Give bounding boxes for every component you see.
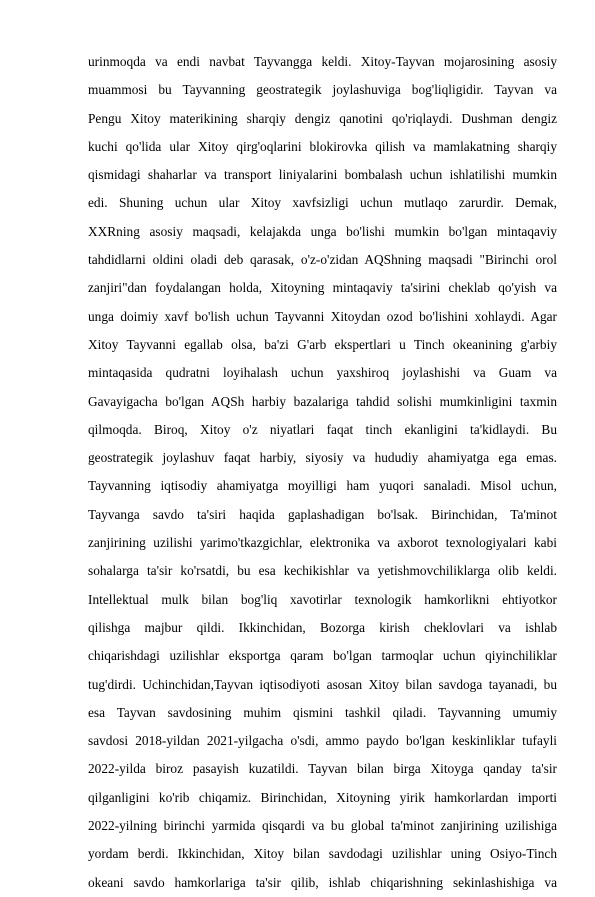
text-line: geostrategik joylashuv faqat harbiy, siyosiy va hududiy ahamiyatga ega emas.: [88, 450, 557, 466]
text-line: Tayvanga savdo ta'siri haqida gaplashadigan bo'lsak. Birinchidan, Ta'minot: [88, 506, 557, 522]
text-line: unga doimiy xavf bo'lish uchun Tayvanni Xitoydan ozod bo'lishini xohlaydi. Agar: [88, 308, 557, 324]
text-line: 2022-yilning birinchi yarmida qisqardi va bu global ta'minot zanjirining uzilishiga: [88, 818, 557, 834]
text-line: Tayvanning iqtisodiy ahamiyatga moyilligi ham yuqori sanaladi. Misol uchun,: [88, 478, 557, 494]
body-text: [88, 48, 557, 897]
text-line: edi. Shuning uchun ular Xitoy xavfsizligi uchun mutlaqo zarurdir. Demak,: [88, 195, 557, 211]
text-line: qismidagi shaharlar va transport liniyalarini bombalash uchun ishlatilishi mumkin: [88, 167, 557, 183]
text-line: urinmoqda va endi navbat Tayvangga keldi. Xitoy-Tayvan mojarosining asosiy: [88, 54, 557, 69]
text-line: okeani savdo hamkorlariga ta'sir qilib, ishlab chiqarishning sekinlashishiga va: [88, 874, 557, 890]
text-line: XXRning asosiy maqsadi, kelajakda unga bo'lishi mumkin bo'lgan mintaqaviy: [88, 223, 557, 239]
text-line: 2022-yilda biroz pasayish kuzatildi. Tayvan bilan birga Xitoyga qanday ta'sir: [88, 761, 557, 777]
text-line: tahdidlarni oldini oladi deb qarasak, o'z-o'zidan AQShning maqsadi "Birinchi orol: [88, 252, 557, 268]
text-line: savdosi 2018-yildan 2021-yilgacha o'sdi, ammo paydo bo'lgan keskinliklar tufayli: [88, 733, 557, 749]
text-line: Xitoy Tayvanni egallab olsa, ba'zi G'arb ekspertlari u Tinch okeanining g'arbiy: [88, 336, 557, 352]
text-line: Pengu Xitoy materikining sharqiy dengiz qanotini qo'riqlaydi. Dushman dengiz: [88, 110, 557, 126]
text-line: Gavayigacha bo'lgan AQSh harbiy bazalariga tahdid solishi mumkinligini taxmin: [88, 393, 557, 409]
text-line: Intellektual mulk bilan bog'liq xavotirlar texnologik hamkorlikni ehtiyotkor: [88, 591, 557, 607]
text-line: mintaqasida qudratni loyihalash uchun yaxshiroq joylashishi va Guam va: [88, 365, 557, 381]
text-line: yordam berdi. Ikkinchidan, Xitoy bilan savdodagi uzilishlar uning Osiyo-Tinch: [88, 846, 557, 862]
text-line: qilganligini ko'rib chiqamiz. Birinchidan, Xitoyning yirik hamkorlardan importi: [88, 789, 557, 805]
text-line: qilishga majbur qildi. Ikkinchidan, Bozorga kirish cheklovlari va ishlab: [88, 619, 557, 635]
text-line: kuchi qo'lida ular Xitoy qirg'oqlarini blokirovka qilish va mamlakatning sharqiy: [88, 138, 557, 154]
text-line: qilmoqda. Biroq, Xitoy o'z niyatlari faqat tinch ekanligini ta'kidlaydi. Bu: [88, 421, 557, 437]
text-line: sohalarga ta'sir ko'rsatdi, bu esa kechikishlar va yetishmovchiliklarga olib keldi.: [88, 563, 557, 579]
text-line: muammosi bu Tayvanning geostrategik joylashuviga bog'liqligidir. Tayvan va: [88, 82, 557, 98]
text-line: esa Tayvan savdosining muhim qismini tashkil qiladi. Tayvanning umumiy: [88, 704, 557, 720]
text-line: zanjirining uzilishi yarimo'tkazgichlar, elektronika va axborot texnologiyalari kabi: [88, 535, 557, 551]
text-line: chiqarishdagi uzilishlar eksportga qaram bo'lgan tarmoqlar uchun qiyinchiliklar: [88, 648, 557, 664]
text-line: zanjiri"dan foydalangan holda, Xitoyning mintaqaviy ta'sirini cheklab qo'yish va: [88, 280, 557, 296]
text-line: tug'dirdi. Uchinchidan,Tayvan iqtisodiyoti asosan Xitoy bilan savdoga tayanadi, bu: [88, 676, 557, 692]
